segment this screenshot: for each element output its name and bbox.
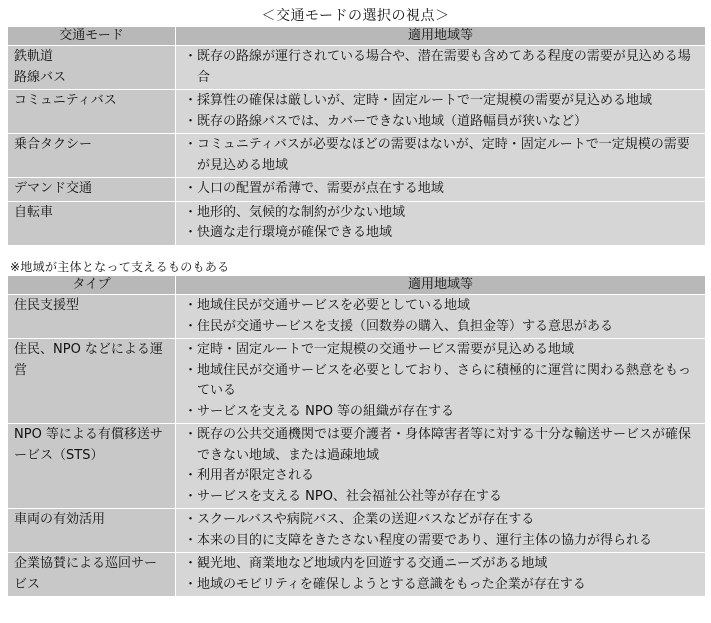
row-label: デマンド交通 xyxy=(14,181,93,196)
row-label: 自転車 xyxy=(14,204,54,220)
column-header-area: 適用地域等 xyxy=(176,27,706,46)
column-header-area: 適用地域等 xyxy=(176,276,706,295)
row-label-cell xyxy=(8,90,176,134)
table-row xyxy=(8,90,706,134)
row-label-cell xyxy=(8,553,176,597)
table-row xyxy=(8,295,706,339)
bullet-item: ・ 既存の公共交通機関では要介護者・身体障害者等に対する十分な輸送サービスが確保できない地域、または過疎地域 xyxy=(184,425,701,466)
row-label: 住民支援型 xyxy=(14,298,80,313)
table-row xyxy=(8,134,706,178)
row-label-cell xyxy=(8,295,176,339)
bullet-item: ・ 定時・固定ルートで一定規模の交通サービス需要が見込める地域 xyxy=(184,340,701,361)
bullet-item: ・ 本来の目的に支障をきたさない程度の需要であり、運行主体の協力が得られる xyxy=(184,531,701,552)
area-cell xyxy=(176,553,706,597)
row-label: 鉄軌道 xyxy=(14,49,54,64)
table-header-row xyxy=(8,276,706,295)
transport-mode-table xyxy=(7,26,706,246)
table-row xyxy=(8,178,706,202)
row-label: 車両の有効活用 xyxy=(14,512,106,527)
bullet-item: ・ 住民が交通サービスを支援（回数券の購入、負担金等）する意思がある xyxy=(184,317,701,338)
area-cell xyxy=(176,201,706,245)
bullet-item: ・ 快適な走行環境が確保できる地域 xyxy=(184,223,701,244)
row-label-cell xyxy=(8,46,176,90)
bullet-item: ・ 既存の路線が運行されている場合や、潜在需要も含めてある程度の需要が見込める場合 xyxy=(184,47,701,88)
bullet-item: ・ スクールバスや病院バス、企業の送迎バスなどが存在する xyxy=(184,510,701,531)
column-header-mode: 交通モード xyxy=(8,27,176,46)
bullet-item: ・ 地形的、気候的な制約が少ない地域 xyxy=(184,203,701,224)
bullet-item: ・ 人口の配置が希薄で、需要が点在する地域 xyxy=(184,179,701,200)
area-cell xyxy=(176,178,706,202)
table-row xyxy=(8,201,706,245)
row-label: NPO 等による有償移送サービス（STS） xyxy=(14,427,163,463)
page-title: ＜交通モードの選択の視点＞ xyxy=(261,8,450,24)
area-cell xyxy=(176,134,706,178)
row-label-cell xyxy=(8,509,176,553)
area-cell xyxy=(176,339,706,424)
area-cell xyxy=(176,509,706,553)
area-cell xyxy=(176,90,706,134)
table-header-row xyxy=(8,27,706,46)
area-cell xyxy=(176,295,706,339)
row-label-cell xyxy=(8,201,176,245)
footnote: ※地域が主体となって支えるものもある xyxy=(10,260,230,274)
row-label: 住民、NPO などによる運営 xyxy=(14,342,163,378)
row-label-cell xyxy=(8,134,176,178)
table-row xyxy=(8,553,706,597)
bullet-item: ・ 地域住民が交通サービスを必要としている地域 xyxy=(184,296,701,317)
operation-type-table xyxy=(7,275,706,597)
column-header-type: タイプ xyxy=(8,276,176,295)
bullet-item: ・ サービスを支える NPO、社会福祉公社等が存在する xyxy=(184,487,701,508)
row-label: 路線バス xyxy=(14,69,67,85)
bullet-item: ・ コミュニティバスが必要なほどの需要はないが、定時・固定ルートで一定規模の需要が見込める地域 xyxy=(184,135,701,176)
area-cell xyxy=(176,424,706,509)
bullet-item: ・ 利用者が限定される xyxy=(184,466,701,487)
row-label: 乗合タクシー xyxy=(14,137,93,152)
table-row xyxy=(8,424,706,509)
row-label-cell xyxy=(8,339,176,424)
area-cell xyxy=(176,46,706,90)
bullet-item: ・ 地域のモビリティを確保しようとする意識をもった企業が存在する xyxy=(184,575,701,596)
bullet-item: ・ サービスを支える NPO 等の組織が存在する xyxy=(184,402,701,423)
bullet-item: ・ 地域住民が交通サービスを必要としており、さらに積極的に運営に関わる熱意をもっている xyxy=(184,361,701,402)
row-label-cell xyxy=(8,178,176,202)
table-row xyxy=(8,509,706,553)
row-label-cell xyxy=(8,424,176,509)
bullet-item: ・ 採算性の確保は厳しいが、定時・固定ルートで一定規模の需要が見込める地域 xyxy=(184,91,701,112)
row-label: 企業協賛による巡回サービス xyxy=(14,556,158,592)
bullet-item: ・ 既存の路線バスでは、カバーできない地域（道路幅員が狭いなど） xyxy=(184,112,701,133)
bullet-item: ・ 観光地、商業地など地域内を回遊する交通ニーズがある地域 xyxy=(184,554,701,575)
row-label: コミュニティバス xyxy=(14,93,117,108)
table-row xyxy=(8,339,706,424)
table-row xyxy=(8,46,706,90)
